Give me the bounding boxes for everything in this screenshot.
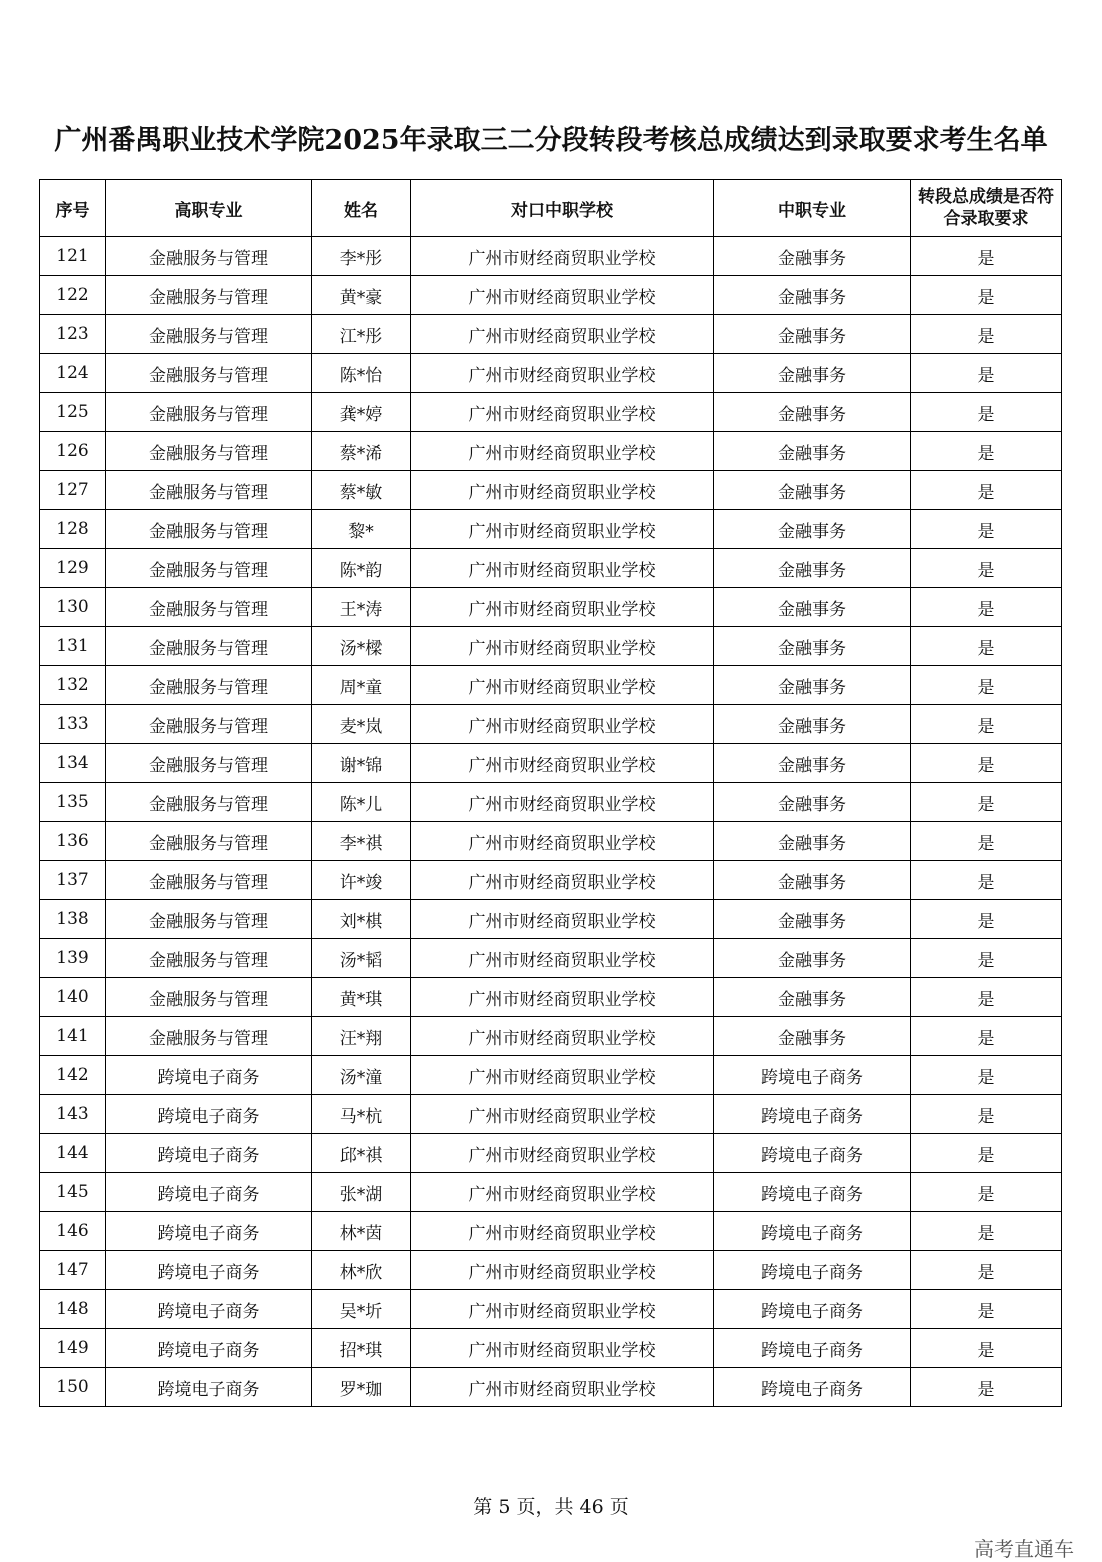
cell-secondary-school: 广州市财经商贸职业学校 xyxy=(411,510,714,549)
cell-college-major: 金融服务与管理 xyxy=(106,978,312,1017)
table-row xyxy=(40,822,1062,861)
cell-name: 许*竣 xyxy=(312,861,411,900)
cell-name: 蔡*敏 xyxy=(312,471,411,510)
cell-index: 145 xyxy=(40,1173,106,1212)
table-row xyxy=(40,510,1062,549)
cell-name: 陈*儿 xyxy=(312,783,411,822)
cell-secondary-school: 广州市财经商贸职业学校 xyxy=(411,588,714,627)
cell-secondary-school: 广州市财经商贸职业学校 xyxy=(411,666,714,705)
cell-secondary-school: 广州市财经商贸职业学校 xyxy=(411,1212,714,1251)
cell-index: 130 xyxy=(40,588,106,627)
cell-secondary-school: 广州市财经商贸职业学校 xyxy=(411,237,714,276)
cell-index: 125 xyxy=(40,393,106,432)
cell-index: 143 xyxy=(40,1095,106,1134)
cell-secondary-major: 跨境电子商务 xyxy=(714,1251,911,1290)
cell-name: 罗*珈 xyxy=(312,1368,411,1407)
table-row xyxy=(40,666,1062,705)
table-row xyxy=(40,627,1062,666)
cell-name: 李*彤 xyxy=(312,237,411,276)
table-row xyxy=(40,1017,1062,1056)
cell-secondary-major: 金融事务 xyxy=(714,666,911,705)
table-row xyxy=(40,1095,1062,1134)
cell-meets-requirement: 是 xyxy=(911,588,1062,627)
cell-meets-requirement: 是 xyxy=(911,510,1062,549)
cell-secondary-school: 广州市财经商贸职业学校 xyxy=(411,900,714,939)
cell-college-major: 金融服务与管理 xyxy=(106,822,312,861)
cell-index: 122 xyxy=(40,276,106,315)
cell-secondary-school: 广州市财经商贸职业学校 xyxy=(411,276,714,315)
cell-secondary-major: 跨境电子商务 xyxy=(714,1095,911,1134)
cell-meets-requirement: 是 xyxy=(911,393,1062,432)
cell-college-major: 金融服务与管理 xyxy=(106,939,312,978)
cell-secondary-major: 跨境电子商务 xyxy=(714,1134,911,1173)
table-row xyxy=(40,315,1062,354)
cell-secondary-school: 广州市财经商贸职业学校 xyxy=(411,705,714,744)
cell-meets-requirement: 是 xyxy=(911,1251,1062,1290)
cell-secondary-school: 广州市财经商贸职业学校 xyxy=(411,1095,714,1134)
table-row xyxy=(40,900,1062,939)
cell-index: 126 xyxy=(40,432,106,471)
cell-meets-requirement: 是 xyxy=(911,1017,1062,1056)
table-row xyxy=(40,432,1062,471)
cell-secondary-school: 广州市财经商贸职业学校 xyxy=(411,978,714,1017)
cell-secondary-major: 跨境电子商务 xyxy=(714,1368,911,1407)
cell-secondary-school: 广州市财经商贸职业学校 xyxy=(411,822,714,861)
cell-college-major: 跨境电子商务 xyxy=(106,1095,312,1134)
cell-name: 王*涛 xyxy=(312,588,411,627)
cell-meets-requirement: 是 xyxy=(911,549,1062,588)
cell-index: 138 xyxy=(40,900,106,939)
table-row xyxy=(40,393,1062,432)
cell-college-major: 金融服务与管理 xyxy=(106,861,312,900)
cell-secondary-major: 跨境电子商务 xyxy=(714,1056,911,1095)
cell-secondary-school: 广州市财经商贸职业学校 xyxy=(411,1134,714,1173)
cell-college-major: 金融服务与管理 xyxy=(106,354,312,393)
cell-secondary-major: 金融事务 xyxy=(714,549,911,588)
cell-college-major: 跨境电子商务 xyxy=(106,1251,312,1290)
cell-college-major: 金融服务与管理 xyxy=(106,666,312,705)
cell-index: 133 xyxy=(40,705,106,744)
cell-secondary-major: 跨境电子商务 xyxy=(714,1290,911,1329)
watermark: 高考直通车 xyxy=(974,1537,1074,1561)
table-row xyxy=(40,588,1062,627)
cell-secondary-school: 广州市财经商贸职业学校 xyxy=(411,627,714,666)
cell-college-major: 金融服务与管理 xyxy=(106,276,312,315)
cell-meets-requirement: 是 xyxy=(911,432,1062,471)
cell-index: 140 xyxy=(40,978,106,1017)
cell-college-major: 跨境电子商务 xyxy=(106,1329,312,1368)
table-header-row xyxy=(40,180,1062,237)
table-row xyxy=(40,471,1062,510)
admission-table xyxy=(39,179,1062,1407)
cell-college-major: 跨境电子商务 xyxy=(106,1173,312,1212)
cell-meets-requirement: 是 xyxy=(911,978,1062,1017)
cell-name: 黄*琪 xyxy=(312,978,411,1017)
cell-secondary-major: 金融事务 xyxy=(714,276,911,315)
cell-name: 汤*韬 xyxy=(312,939,411,978)
cell-college-major: 金融服务与管理 xyxy=(106,237,312,276)
cell-college-major: 金融服务与管理 xyxy=(106,510,312,549)
cell-meets-requirement: 是 xyxy=(911,1290,1062,1329)
cell-secondary-major: 金融事务 xyxy=(714,315,911,354)
cell-name: 刘*棋 xyxy=(312,900,411,939)
cell-secondary-major: 跨境电子商务 xyxy=(714,1329,911,1368)
table-row xyxy=(40,1173,1062,1212)
cell-secondary-major: 金融事务 xyxy=(714,588,911,627)
cell-secondary-school: 广州市财经商贸职业学校 xyxy=(411,1368,714,1407)
header-secondary-school: 对口中职学校 xyxy=(411,180,714,237)
cell-name: 蔡*浠 xyxy=(312,432,411,471)
cell-meets-requirement: 是 xyxy=(911,1056,1062,1095)
cell-meets-requirement: 是 xyxy=(911,822,1062,861)
cell-secondary-school: 广州市财经商贸职业学校 xyxy=(411,1251,714,1290)
cell-secondary-major: 金融事务 xyxy=(714,939,911,978)
cell-meets-requirement: 是 xyxy=(911,1329,1062,1368)
header-meets-requirement: 转段总成绩是否符合录取要求 xyxy=(911,180,1062,237)
cell-secondary-major: 金融事务 xyxy=(714,510,911,549)
cell-name: 邱*祺 xyxy=(312,1134,411,1173)
page-number: 第 5 页，共 46 页 xyxy=(473,1496,629,1518)
table-row xyxy=(40,1134,1062,1173)
cell-meets-requirement: 是 xyxy=(911,315,1062,354)
table-row xyxy=(40,744,1062,783)
cell-name: 林*茵 xyxy=(312,1212,411,1251)
cell-name: 黄*豪 xyxy=(312,276,411,315)
cell-index: 147 xyxy=(40,1251,106,1290)
table-row xyxy=(40,276,1062,315)
cell-meets-requirement: 是 xyxy=(911,744,1062,783)
cell-name: 汤*潼 xyxy=(312,1056,411,1095)
cell-index: 128 xyxy=(40,510,106,549)
cell-meets-requirement: 是 xyxy=(911,900,1062,939)
cell-meets-requirement: 是 xyxy=(911,1134,1062,1173)
cell-college-major: 金融服务与管理 xyxy=(106,744,312,783)
cell-name: 陈*怡 xyxy=(312,354,411,393)
table-row xyxy=(40,1056,1062,1095)
cell-index: 124 xyxy=(40,354,106,393)
cell-index: 123 xyxy=(40,315,106,354)
cell-name: 张*湖 xyxy=(312,1173,411,1212)
cell-secondary-school: 广州市财经商贸职业学校 xyxy=(411,861,714,900)
cell-college-major: 金融服务与管理 xyxy=(106,900,312,939)
cell-secondary-school: 广州市财经商贸职业学校 xyxy=(411,1290,714,1329)
cell-college-major: 金融服务与管理 xyxy=(106,432,312,471)
cell-name: 马*杭 xyxy=(312,1095,411,1134)
cell-secondary-school: 广州市财经商贸职业学校 xyxy=(411,939,714,978)
cell-college-major: 金融服务与管理 xyxy=(106,783,312,822)
cell-college-major: 跨境电子商务 xyxy=(106,1056,312,1095)
table-row xyxy=(40,861,1062,900)
cell-secondary-school: 广州市财经商贸职业学校 xyxy=(411,315,714,354)
cell-index: 134 xyxy=(40,744,106,783)
table-row xyxy=(40,705,1062,744)
cell-college-major: 金融服务与管理 xyxy=(106,588,312,627)
cell-secondary-major: 金融事务 xyxy=(714,744,911,783)
cell-meets-requirement: 是 xyxy=(911,861,1062,900)
cell-name: 谢*锦 xyxy=(312,744,411,783)
cell-meets-requirement: 是 xyxy=(911,471,1062,510)
cell-index: 148 xyxy=(40,1290,106,1329)
table-body xyxy=(40,237,1062,1407)
cell-meets-requirement: 是 xyxy=(911,627,1062,666)
cell-college-major: 金融服务与管理 xyxy=(106,393,312,432)
cell-secondary-major: 金融事务 xyxy=(714,627,911,666)
cell-index: 139 xyxy=(40,939,106,978)
cell-name: 龚*婷 xyxy=(312,393,411,432)
cell-name: 汪*翔 xyxy=(312,1017,411,1056)
table-row xyxy=(40,978,1062,1017)
cell-index: 150 xyxy=(40,1368,106,1407)
cell-index: 141 xyxy=(40,1017,106,1056)
cell-name: 黎* xyxy=(312,510,411,549)
cell-index: 135 xyxy=(40,783,106,822)
cell-name: 周*童 xyxy=(312,666,411,705)
header-college-major: 高职专业 xyxy=(106,180,312,237)
cell-index: 146 xyxy=(40,1212,106,1251)
cell-name: 吴*圻 xyxy=(312,1290,411,1329)
cell-secondary-major: 金融事务 xyxy=(714,783,911,822)
table-row xyxy=(40,549,1062,588)
cell-index: 149 xyxy=(40,1329,106,1368)
cell-meets-requirement: 是 xyxy=(911,783,1062,822)
cell-secondary-major: 金融事务 xyxy=(714,900,911,939)
document-title: 广州番禺职业技术学院2025年录取三二分段转段考核总成绩达到录取要求考生名单 xyxy=(54,125,1048,156)
cell-secondary-school: 广州市财经商贸职业学校 xyxy=(411,1329,714,1368)
cell-secondary-school: 广州市财经商贸职业学校 xyxy=(411,1173,714,1212)
cell-secondary-major: 金融事务 xyxy=(714,978,911,1017)
cell-secondary-major: 金融事务 xyxy=(714,432,911,471)
cell-index: 136 xyxy=(40,822,106,861)
cell-college-major: 金融服务与管理 xyxy=(106,471,312,510)
cell-index: 144 xyxy=(40,1134,106,1173)
header-index: 序号 xyxy=(40,180,106,237)
cell-name: 陈*韵 xyxy=(312,549,411,588)
cell-name: 招*琪 xyxy=(312,1329,411,1368)
header-secondary-major: 中职专业 xyxy=(714,180,911,237)
cell-secondary-major: 金融事务 xyxy=(714,393,911,432)
cell-name: 李*祺 xyxy=(312,822,411,861)
cell-secondary-school: 广州市财经商贸职业学校 xyxy=(411,471,714,510)
cell-secondary-major: 跨境电子商务 xyxy=(714,1173,911,1212)
table-row xyxy=(40,1212,1062,1251)
cell-college-major: 金融服务与管理 xyxy=(106,705,312,744)
cell-secondary-school: 广州市财经商贸职业学校 xyxy=(411,1056,714,1095)
cell-secondary-school: 广州市财经商贸职业学校 xyxy=(411,354,714,393)
cell-name: 江*彤 xyxy=(312,315,411,354)
table-row xyxy=(40,354,1062,393)
cell-secondary-school: 广州市财经商贸职业学校 xyxy=(411,1017,714,1056)
cell-index: 137 xyxy=(40,861,106,900)
cell-name: 林*欣 xyxy=(312,1251,411,1290)
cell-name: 麦*岚 xyxy=(312,705,411,744)
cell-index: 129 xyxy=(40,549,106,588)
table-row xyxy=(40,1368,1062,1407)
cell-secondary-major: 金融事务 xyxy=(714,861,911,900)
cell-index: 142 xyxy=(40,1056,106,1095)
cell-college-major: 金融服务与管理 xyxy=(106,627,312,666)
cell-secondary-major: 金融事务 xyxy=(714,822,911,861)
cell-index: 121 xyxy=(40,237,106,276)
cell-meets-requirement: 是 xyxy=(911,939,1062,978)
table-row xyxy=(40,783,1062,822)
cell-meets-requirement: 是 xyxy=(911,1173,1062,1212)
cell-meets-requirement: 是 xyxy=(911,237,1062,276)
cell-college-major: 跨境电子商务 xyxy=(106,1134,312,1173)
cell-secondary-school: 广州市财经商贸职业学校 xyxy=(411,432,714,471)
cell-secondary-major: 跨境电子商务 xyxy=(714,1212,911,1251)
cell-secondary-school: 广州市财经商贸职业学校 xyxy=(411,393,714,432)
cell-secondary-school: 广州市财经商贸职业学校 xyxy=(411,549,714,588)
cell-index: 131 xyxy=(40,627,106,666)
table-row xyxy=(40,1290,1062,1329)
cell-index: 127 xyxy=(40,471,106,510)
cell-secondary-major: 金融事务 xyxy=(714,471,911,510)
cell-secondary-school: 广州市财经商贸职业学校 xyxy=(411,783,714,822)
cell-meets-requirement: 是 xyxy=(911,276,1062,315)
cell-meets-requirement: 是 xyxy=(911,705,1062,744)
table-row xyxy=(40,237,1062,276)
table-row xyxy=(40,939,1062,978)
cell-name: 汤*樑 xyxy=(312,627,411,666)
cell-college-major: 跨境电子商务 xyxy=(106,1368,312,1407)
cell-college-major: 跨境电子商务 xyxy=(106,1212,312,1251)
table-row xyxy=(40,1329,1062,1368)
cell-college-major: 跨境电子商务 xyxy=(106,1290,312,1329)
cell-college-major: 金融服务与管理 xyxy=(106,315,312,354)
cell-secondary-major: 金融事务 xyxy=(714,237,911,276)
cell-college-major: 金融服务与管理 xyxy=(106,549,312,588)
cell-meets-requirement: 是 xyxy=(911,1368,1062,1407)
cell-secondary-school: 广州市财经商贸职业学校 xyxy=(411,744,714,783)
cell-college-major: 金融服务与管理 xyxy=(106,1017,312,1056)
cell-secondary-major: 金融事务 xyxy=(714,354,911,393)
cell-secondary-major: 金融事务 xyxy=(714,705,911,744)
cell-meets-requirement: 是 xyxy=(911,1212,1062,1251)
cell-meets-requirement: 是 xyxy=(911,1095,1062,1134)
header-name: 姓名 xyxy=(312,180,411,237)
cell-meets-requirement: 是 xyxy=(911,354,1062,393)
cell-meets-requirement: 是 xyxy=(911,666,1062,705)
cell-secondary-major: 金融事务 xyxy=(714,1017,911,1056)
cell-index: 132 xyxy=(40,666,106,705)
table-row xyxy=(40,1251,1062,1290)
